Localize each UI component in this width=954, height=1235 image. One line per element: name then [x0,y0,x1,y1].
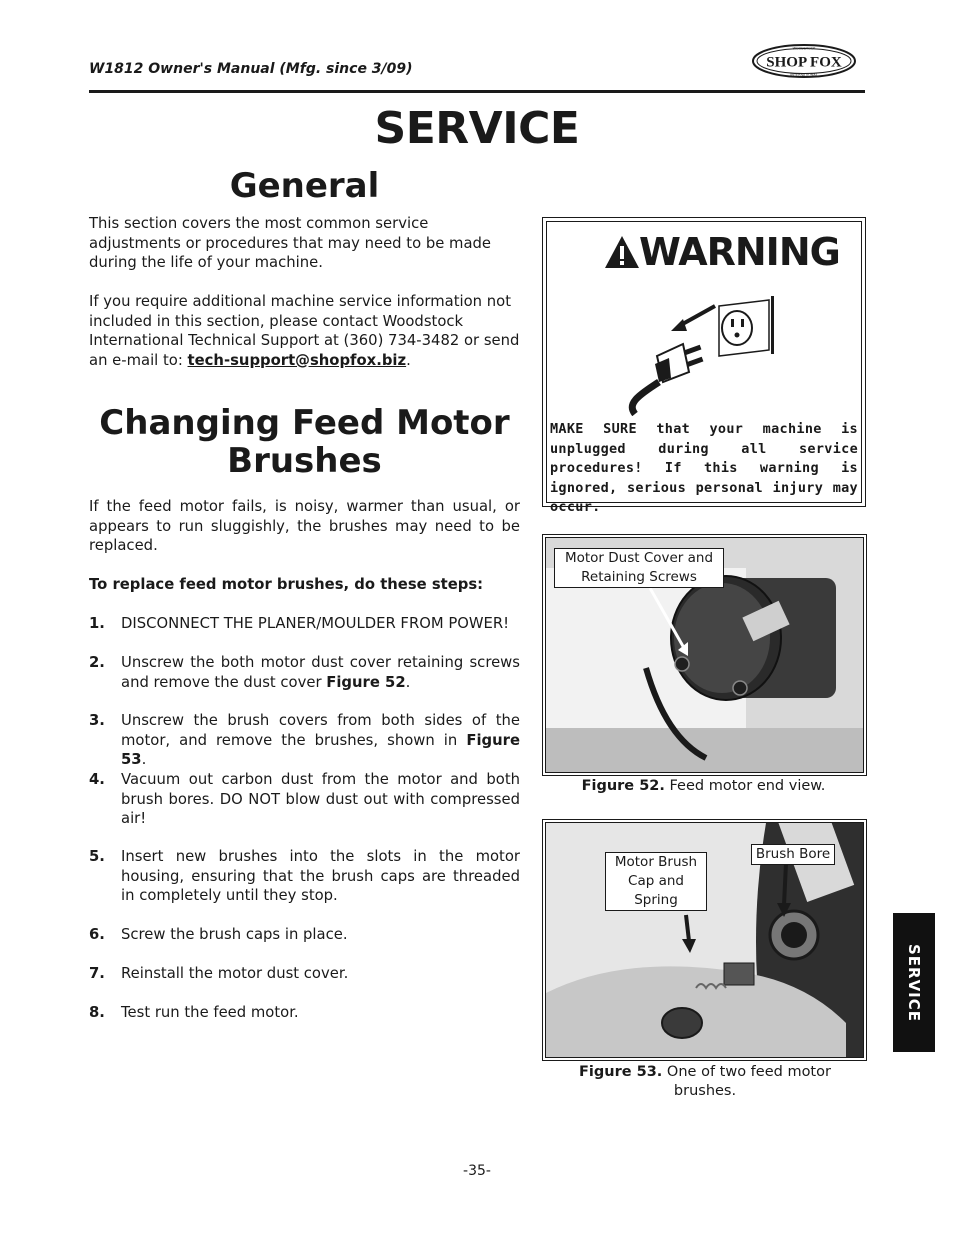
figure-reference: Figure 52 [326,673,406,691]
step-1 [89,614,520,634]
step-text [121,711,520,770]
step-number: 5. [89,848,105,865]
step-text-part: Unscrew the both motor dust cover retaining screws and remove the dust cover [121,654,520,691]
page-title: SERVICE [374,103,580,154]
step-number: 7. [89,965,105,982]
step-number: 4. [89,771,105,788]
figure-53-callout-brush-bore: Brush Bore [751,844,835,865]
logo-text: SHOP FOX [766,54,842,71]
support-email-link[interactable]: tech-support@shopfox.biz [187,351,407,369]
general-paragraph-2-text: If you require additional machine service information not included in this section, please contact Woodstock International Technical Support at (360) 734-3482 or send an e-mail to: [89,293,520,369]
side-tab-label: SERVICE [905,943,923,1022]
step-6 [89,925,520,945]
step-number: 8. [89,1004,105,1021]
step-text-part: Unscrew the brush covers from both sides of the motor, and remove the brushes, shown in [121,712,520,749]
figure-53-caption [560,1063,850,1101]
step-text-end: . [405,673,411,691]
step-text [121,653,520,692]
unplug-illustration-icon [597,286,827,416]
figure-52-photo [545,537,864,773]
step-text: Test run the feed motor. [121,1004,299,1021]
shop-fox-logo [752,44,856,78]
step-number: 3. [89,712,105,729]
general-heading: General [229,166,380,206]
figure-52-label: Figure 52. [581,778,665,794]
step-text: Insert new brushes into the slots in the motor housing, ensuring that the brush caps are threaded in completely until they stop. [121,848,520,904]
figure-52-caption-text: Feed motor end view. [664,778,826,794]
logo-bottom-text: INTERNATIONAL [790,73,818,77]
figure-53-caption-text: One of two feed motor brushes. [662,1064,831,1099]
step-text: Vacuum out carbon dust from the motor and both brush bores. DO NOT blow dust out with compressed air! [121,771,520,827]
figure-53-photo [545,822,864,1058]
figure-53-callout-brush-cap: Motor Brush Cap and Spring [605,852,707,911]
manual-title: W1812 Owner's Manual (Mfg. since 3/09) [89,61,413,77]
step-text: DISCONNECT THE PLANER/MOULDER FROM POWER! [121,615,510,632]
step-4 [89,770,520,830]
warning-box [542,217,866,515]
step-text: Reinstall the motor dust cover. [121,965,349,982]
figure-reference: Figure 53 [121,731,520,768]
general-paragraph-2-end: . [406,351,411,369]
step-2 [89,653,520,693]
brushes-heading: Changing Feed Motor Brushes [99,403,510,481]
step-number: 6. [89,926,105,943]
steps-title: To replace feed motor brushes, do these steps: [89,576,484,593]
step-8 [89,1003,520,1023]
figure-52-callout: Motor Dust Cover and Retaining Screws [554,548,724,588]
general-paragraph-1: This section covers the most common service adjustments or procedures that may need to be made during the life of your machine. [89,215,492,271]
warning-text: MAKE SURE that your machine is unplugged during all service procedures! If this warning is ignored, serious personal injury may occur. [550,421,858,515]
figure-53-label: Figure 53. [579,1064,663,1080]
brushes-intro: If the feed motor fails, is noisy, warmer than usual, or appears to run sluggishly, the brushes may need to be replaced. [89,498,520,554]
figure-52-caption [542,777,865,796]
service-side-tab [893,913,935,1052]
logo-top-text: WOODSTOCK [792,46,816,51]
step-number: 1. [89,615,105,632]
step-text: Screw the brush caps in place. [121,926,348,943]
warning-heading: WARNING [639,230,840,274]
figure-53-frame [542,819,867,1061]
step-text-end: . [141,751,147,768]
page-number: -35- [463,1163,491,1179]
header-rule [89,90,865,93]
step-number: 2. [89,654,105,671]
step-7 [89,964,520,984]
step-5 [89,847,520,907]
figure-52-frame [542,534,867,776]
general-paragraph-2 [89,292,520,370]
step-3 [89,711,520,768]
warning-triangle-icon [603,234,641,270]
warning-inner-frame [546,221,862,515]
